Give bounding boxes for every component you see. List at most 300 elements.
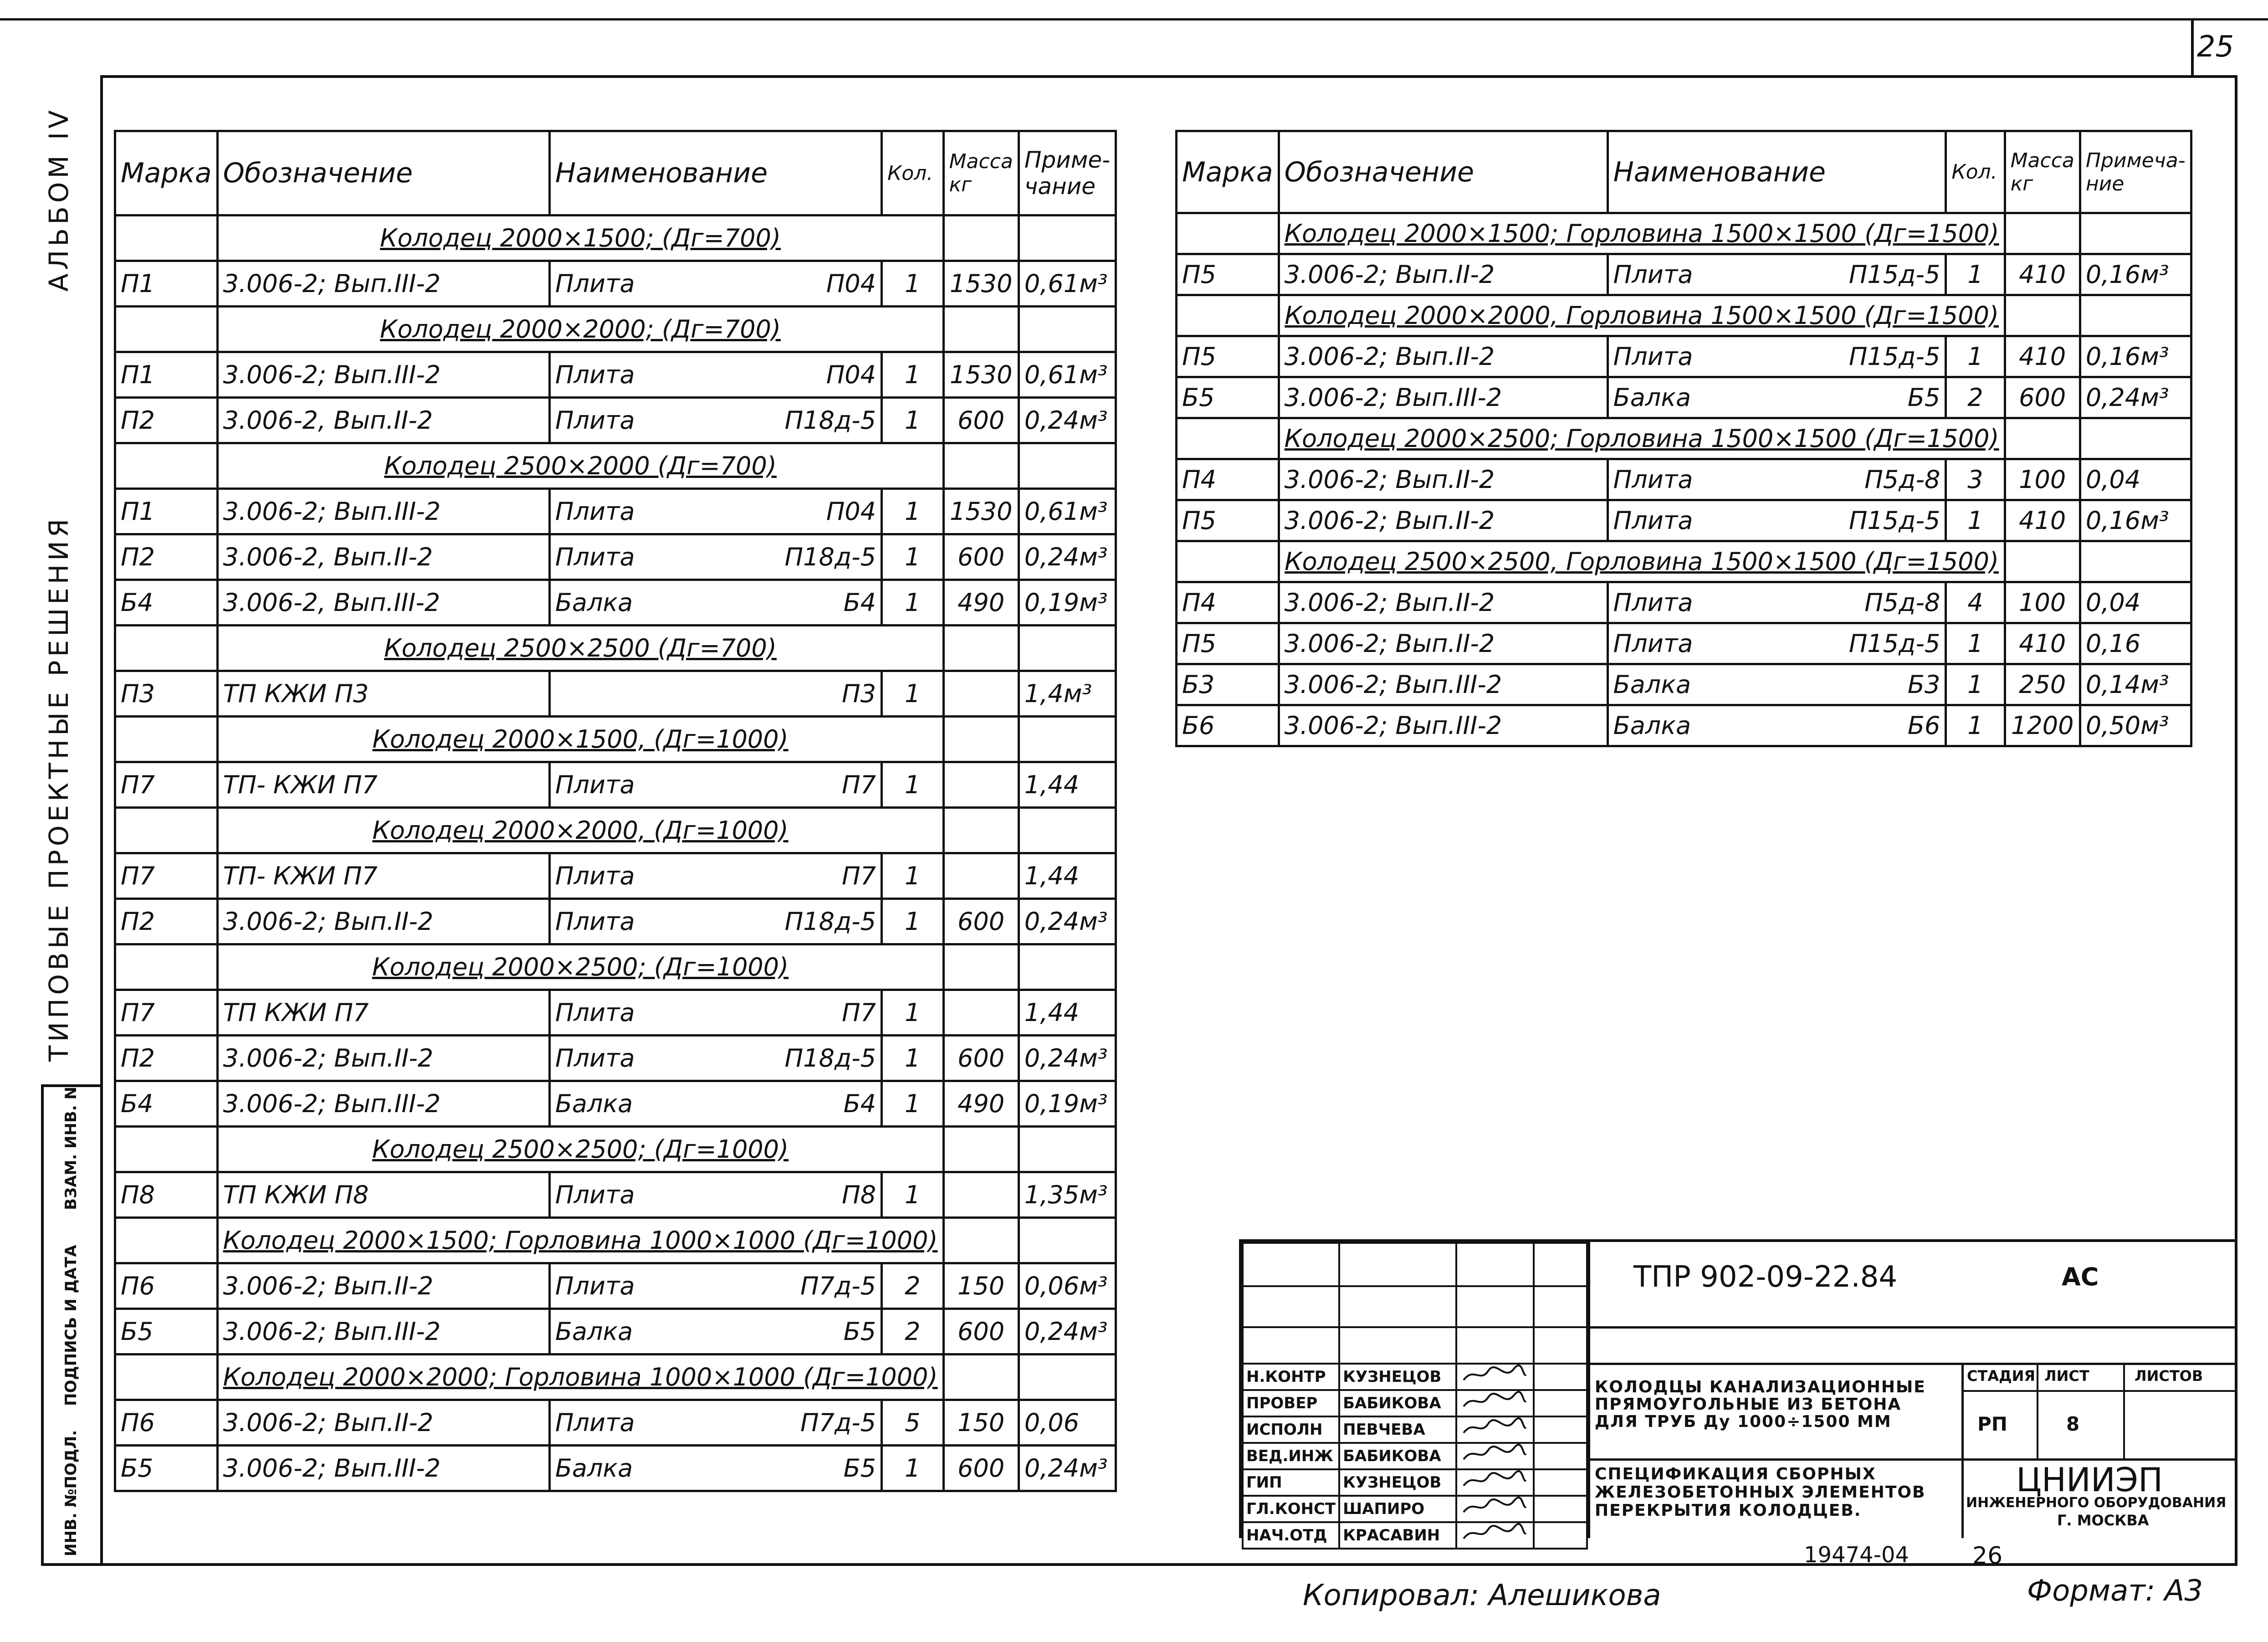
designation-cell: ТП- КЖИ П7 [217, 853, 549, 899]
table-row [115, 1081, 1116, 1127]
designation-cell: 3.006-2; Вып.III-2 [217, 1309, 549, 1355]
date-cell [1534, 1496, 1587, 1522]
name-cell [549, 261, 881, 307]
item-type: П5д-8 [1864, 588, 1940, 617]
item-type: П7д-5 [800, 1272, 876, 1300]
mark-cell: П6 [115, 1263, 218, 1309]
table-row [1177, 336, 2191, 377]
table-row [115, 1263, 1116, 1309]
name-cell [549, 1036, 881, 1081]
note-cell: 0,14м³ [2080, 664, 2191, 705]
name-cell [549, 580, 881, 626]
section-row [115, 443, 1116, 489]
mark-cell: П7 [115, 853, 218, 899]
item-type: П15д-5 [1848, 506, 1940, 535]
signature-table [1242, 1242, 1588, 1550]
section-title: Колодец 2000×2000; (Дг=700) [217, 307, 943, 352]
mass-cell: 150 [943, 1400, 1019, 1446]
item-name: Плита [555, 360, 635, 389]
signature-row [1243, 1364, 1587, 1390]
name-cell [549, 990, 881, 1036]
mass-cell: 410 [2005, 254, 2080, 295]
note-cell: 0,19м³ [1019, 580, 1116, 626]
qty-cell: 1 [1946, 500, 2005, 541]
sheets-label: ЛИСТОВ [2135, 1367, 2203, 1385]
name-cell [549, 1309, 881, 1355]
item-name: Плита [555, 770, 635, 799]
item-name: Плита [555, 998, 635, 1027]
item-type: П04 [826, 497, 876, 526]
top-edge-line [0, 18, 2268, 21]
mark-cell [115, 216, 218, 261]
note-cell: 0,61м³ [1019, 489, 1116, 534]
item-type: Б4 [843, 1089, 876, 1118]
designation-cell: ТП КЖИ П7 [217, 990, 549, 1036]
designation-cell: 3.006-2; Вып.III-2 [1279, 377, 1608, 418]
title-block [1239, 1239, 2235, 1545]
table-row [1177, 500, 2191, 541]
mark-cell: Б4 [115, 580, 218, 626]
person-cell: БАБИКОВА [1339, 1443, 1456, 1469]
mass-cell [943, 944, 1019, 990]
name-cell [1608, 623, 1946, 664]
note-cell: 0,24м³ [1019, 398, 1116, 443]
item-name: Балка [1613, 670, 1691, 699]
item-type: П7 [842, 770, 876, 799]
table-row [115, 1172, 1116, 1218]
mark-cell: П3 [115, 671, 218, 717]
note-cell: 0,24м³ [1019, 899, 1116, 944]
qty-cell: 1 [882, 1081, 943, 1127]
item-name: Плита [1613, 506, 1693, 535]
spec-table-right [1175, 130, 2192, 747]
item-type: Б5 [843, 1454, 876, 1483]
section-title: Колодец 2000×2000, Горловина 1500×1500 (Дг=1500) [1279, 295, 2005, 336]
designation-cell: 3.006-2; Вып.III-2 [1279, 705, 1608, 746]
table-row [115, 990, 1116, 1036]
item-type: П5д-8 [1864, 465, 1940, 494]
note-cell: 0,50м³ [2080, 705, 2191, 746]
table-row [115, 671, 1116, 717]
section-row [115, 808, 1116, 853]
note-cell: 1,44 [1019, 762, 1116, 808]
table-row [1177, 664, 2191, 705]
section-row [115, 626, 1116, 671]
date-cell [1534, 1364, 1587, 1390]
section-row [1177, 541, 2191, 582]
format-label: Формат: А3 [2027, 1574, 2203, 1608]
qty-cell: 1 [882, 580, 943, 626]
table-row [115, 534, 1116, 580]
role-cell: ГЛ.КОНСТ [1243, 1496, 1339, 1522]
col-note: Приме- чание [1019, 131, 1116, 216]
qty-cell: 1 [882, 853, 943, 899]
date-cell [1534, 1390, 1587, 1416]
mass-cell: 600 [943, 899, 1019, 944]
signature-cell [1456, 1364, 1534, 1390]
col-qty: Кол. [1946, 131, 2005, 213]
album-label: АЛЬБОМ IV [43, 107, 74, 292]
mass-cell [2005, 213, 2080, 254]
mark-cell: Б3 [1177, 664, 1279, 705]
table-row [115, 261, 1116, 307]
qty-cell: 1 [882, 762, 943, 808]
inventory-number: 19474-04 [1804, 1542, 1910, 1568]
section-title: Колодец 2500×2000 (Дг=700) [217, 443, 943, 489]
mark-cell [115, 443, 218, 489]
designation-cell: 3.006-2; Вып.II-2 [1279, 623, 1608, 664]
qty-cell: 1 [1946, 336, 2005, 377]
signature-row [1243, 1496, 1587, 1522]
table-row [1177, 582, 2191, 623]
qty-cell: 1 [882, 261, 943, 307]
item-type: Б4 [843, 588, 876, 617]
qty-cell: 1 [1946, 705, 2005, 746]
designation-cell: 3.006-2; Вып.III-2 [217, 489, 549, 534]
mass-cell: 490 [943, 1081, 1019, 1127]
mark-cell: П2 [115, 398, 218, 443]
item-name: Плита [1613, 588, 1693, 617]
signature-cell [1456, 1469, 1534, 1496]
item-type: Б3 [1907, 670, 1940, 699]
note-cell: 0,06м³ [1019, 1263, 1116, 1309]
signature-scribble [1460, 1470, 1528, 1491]
mark-cell: П4 [1177, 582, 1279, 623]
name-cell [549, 853, 881, 899]
section-title: Колодец 2000×2000, (Дг=1000) [217, 808, 943, 853]
mark-cell: П2 [115, 534, 218, 580]
col-designation: Обозначение [217, 131, 549, 216]
series-label: ТИПОВЫЕ ПРОЕКТНЫЕ РЕШЕНИЯ [43, 515, 74, 1062]
mark-cell: П7 [115, 762, 218, 808]
item-name: Балка [555, 1089, 633, 1118]
qty-cell: 1 [882, 489, 943, 534]
col-qty: Кол. [882, 131, 943, 216]
mass-cell [943, 1172, 1019, 1218]
section-title: Колодец 2000×1500; Горловина 1000×1000 (Дг=1000) [217, 1218, 943, 1263]
note-cell [1019, 443, 1116, 489]
h-line [1961, 1390, 2235, 1392]
note-cell [1019, 307, 1116, 352]
item-type: П15д-5 [1848, 629, 1940, 658]
section-row [1177, 213, 2191, 254]
mark-cell: П2 [115, 899, 218, 944]
mark-cell [115, 717, 218, 762]
col-mass: Масса кг [943, 131, 1019, 216]
mark-cell: Б5 [1177, 377, 1279, 418]
mark-cell [1177, 295, 1279, 336]
project-title: КОЛОДЦЫ КАНАЛИЗАЦИОННЫЕ ПРЯМОУГОЛЬНЫЕ ИЗ БЕТОНА ДЛЯ ТРУБ Ду 1000÷1500 ММ [1595, 1378, 1926, 1431]
name-cell [1608, 582, 1946, 623]
mark-cell: П1 [115, 261, 218, 307]
org-sub: ИНЖЕНЕРНОГО ОБОРУДОВАНИЯ [1966, 1495, 2227, 1511]
mark-cell [115, 626, 218, 671]
item-name: Плита [1613, 465, 1693, 494]
qty-cell: 3 [1946, 459, 2005, 500]
mass-cell [943, 762, 1019, 808]
note-cell: 0,19м³ [1019, 1081, 1116, 1127]
note-cell: 1,44 [1019, 990, 1116, 1036]
note-cell: 0,24м³ [1019, 1446, 1116, 1491]
item-name: Балка [555, 1317, 633, 1346]
note-cell: 1,44 [1019, 853, 1116, 899]
item-name: Балка [555, 1454, 633, 1483]
qty-cell: 1 [882, 534, 943, 580]
note-cell: 0,24м³ [1019, 534, 1116, 580]
col-name: Наименование [1608, 131, 1946, 213]
signature-cell [1456, 1522, 1534, 1549]
col-mass: Масса кг [2005, 131, 2080, 213]
designation-cell: ТП КЖИ П3 [217, 671, 549, 717]
name-cell [1608, 664, 1946, 705]
mass-cell [943, 216, 1019, 261]
person-cell: ШАПИРО [1339, 1496, 1456, 1522]
mark-cell [115, 1355, 218, 1400]
person-cell: БАБИКОВА [1339, 1390, 1456, 1416]
section-row [115, 1127, 1116, 1172]
item-type: П18д-5 [784, 907, 876, 936]
v-line [2037, 1363, 2038, 1458]
mass-cell [2005, 541, 2080, 582]
strip-field: ИНВ. №ПОДЛ. [62, 1430, 80, 1556]
signature-row [1243, 1390, 1587, 1416]
strip-field: ВЗАМ. ИНВ. N [62, 1086, 80, 1210]
person-cell: КРАСАВИН [1339, 1522, 1456, 1549]
org-name: ЦНИИЭП [2016, 1461, 2163, 1499]
qty-cell: 2 [882, 1263, 943, 1309]
sheet-label: ЛИСТ [2044, 1367, 2089, 1385]
role-cell: ВЕД.ИНЖ [1243, 1443, 1339, 1469]
name-cell [549, 534, 881, 580]
mass-cell: 100 [2005, 459, 2080, 500]
mark-cell: П1 [115, 352, 218, 398]
stage-label: СТАДИЯ [1967, 1367, 2035, 1385]
mass-cell [943, 717, 1019, 762]
mark-cell [115, 1218, 218, 1263]
table-row [1177, 377, 2191, 418]
person-cell: КУЗНЕЦОВ [1339, 1364, 1456, 1390]
designation-cell: 3.006-2, Вып.III-2 [217, 580, 549, 626]
note-cell: 0,16м³ [2080, 336, 2191, 377]
signature-row [1243, 1522, 1587, 1549]
mass-cell: 490 [943, 580, 1019, 626]
item-name: Плита [555, 1044, 635, 1072]
mass-cell: 600 [943, 1309, 1019, 1355]
name-cell [549, 1081, 881, 1127]
name-cell [549, 398, 881, 443]
signature-scribble [1460, 1391, 1528, 1411]
note-cell [1019, 216, 1116, 261]
note-cell: 0,24м³ [1019, 1309, 1116, 1355]
item-type: П7 [842, 998, 876, 1027]
item-type: П7д-5 [800, 1408, 876, 1437]
designation-cell: 3.006-2; Вып.II-2 [1279, 459, 1608, 500]
item-name: Плита [555, 1408, 635, 1437]
date-cell [1534, 1522, 1587, 1549]
item-name: Плита [555, 269, 635, 298]
note-cell [2080, 213, 2191, 254]
sheet-number: 25 [2191, 18, 2237, 78]
note-cell [1019, 944, 1116, 990]
mass-cell [943, 443, 1019, 489]
mass-cell [943, 671, 1019, 717]
note-cell [1019, 1127, 1116, 1172]
designation-cell: 3.006-2; Вып.II-2 [217, 1263, 549, 1309]
date-cell [1534, 1443, 1587, 1469]
item-name: Плита [1613, 342, 1693, 371]
table-row [115, 762, 1116, 808]
mass-cell: 600 [943, 1036, 1019, 1081]
section-row [115, 717, 1116, 762]
mark-cell [115, 944, 218, 990]
mark-cell: П1 [115, 489, 218, 534]
mark-cell [1177, 541, 1279, 582]
mark-cell: П2 [115, 1036, 218, 1081]
mass-cell [943, 1355, 1019, 1400]
item-name: Плита [1613, 629, 1693, 658]
designation-cell: 3.006-2, Вып.II-2 [217, 534, 549, 580]
signature-row [1243, 1443, 1587, 1469]
item-type: П18д-5 [784, 543, 876, 571]
note-cell: 0,61м³ [1019, 352, 1116, 398]
note-cell: 0,16 [2080, 623, 2191, 664]
item-type: П3 [842, 679, 876, 708]
person-cell: КУЗНЕЦОВ [1339, 1469, 1456, 1496]
designation-cell: 3.006-2, Вып.II-2 [217, 398, 549, 443]
v-line [1961, 1363, 1964, 1538]
mass-cell: 410 [2005, 336, 2080, 377]
note-cell: 0,61м³ [1019, 261, 1116, 307]
item-type: П7 [842, 862, 876, 890]
section-title: Колодец 2500×2500; (Дг=1000) [217, 1127, 943, 1172]
name-cell [549, 1400, 881, 1446]
designation-cell: 3.006-2; Вып.II-2 [1279, 336, 1608, 377]
section-row [115, 1218, 1116, 1263]
table-row [1177, 254, 2191, 295]
item-name: Плита [555, 862, 635, 890]
mass-cell [943, 990, 1019, 1036]
note-cell: 0,24м³ [2080, 377, 2191, 418]
stage-value: РП [1977, 1413, 2007, 1435]
table-row [115, 1309, 1116, 1355]
note-cell [2080, 541, 2191, 582]
designation-cell: 3.006-2; Вып.III-2 [1279, 664, 1608, 705]
item-name: Плита [555, 1180, 635, 1209]
date-cell [1534, 1416, 1587, 1443]
designation-cell: 3.006-2; Вып.II-2 [1279, 500, 1608, 541]
h-line [1588, 1326, 2235, 1329]
section-title: Колодец 2000×1500, (Дг=1000) [217, 717, 943, 762]
mark-cell: П8 [115, 1172, 218, 1218]
role-cell: ПРОВЕР [1243, 1390, 1339, 1416]
table-row [115, 853, 1116, 899]
signature-row [1243, 1469, 1587, 1496]
mass-cell: 410 [2005, 500, 2080, 541]
note-cell: 1,35м³ [1019, 1172, 1116, 1218]
mass-cell [2005, 418, 2080, 459]
mark-cell [115, 307, 218, 352]
mark-cell [115, 808, 218, 853]
item-name: Балка [1613, 711, 1691, 740]
name-cell [549, 1263, 881, 1309]
note-cell: 1,4м³ [1019, 671, 1116, 717]
copied-by: Копировал: Алешикова [1303, 1579, 1661, 1612]
note-cell: 0,04 [2080, 459, 2191, 500]
table-row [115, 398, 1116, 443]
designation-cell: 3.006-2; Вып.III-2 [217, 261, 549, 307]
mass-cell: 1530 [943, 352, 1019, 398]
col-designation: Обозначение [1279, 131, 1608, 213]
table-header-row [1177, 131, 2191, 213]
mass-cell: 100 [2005, 582, 2080, 623]
mass-cell [943, 307, 1019, 352]
table-row [115, 1400, 1116, 1446]
table-row [115, 899, 1116, 944]
mark-cell [1177, 418, 1279, 459]
table-row [1177, 623, 2191, 664]
item-type: П8 [842, 1180, 876, 1209]
table-row [115, 1036, 1116, 1081]
note-cell: 0,16м³ [2080, 500, 2191, 541]
h-line [1588, 1363, 2235, 1365]
designation-cell: 3.006-2; Вып.II-2 [217, 1036, 549, 1081]
item-name: Плита [555, 406, 635, 435]
designation-cell: 3.006-2; Вып.II-2 [217, 899, 549, 944]
mark-cell: Б5 [115, 1446, 218, 1491]
item-type: П18д-5 [784, 1044, 876, 1072]
mark-cell: Б5 [115, 1309, 218, 1355]
section-row [1177, 418, 2191, 459]
name-cell [1608, 377, 1946, 418]
note-cell [1019, 1355, 1116, 1400]
designation-cell: 3.006-2; Вып.III-2 [217, 1446, 549, 1491]
section-title: Колодец 2000×1500; Горловина 1500×1500 (Дг=1500) [1279, 213, 2005, 254]
signature-scribble [1460, 1497, 1528, 1517]
col-note: Примеча- ние [2080, 131, 2191, 213]
name-cell [549, 762, 881, 808]
section-title: Колодец 2000×2500; (Дг=1000) [217, 944, 943, 990]
mass-cell [2005, 295, 2080, 336]
designation-cell: 3.006-2; Вып.III-2 [217, 352, 549, 398]
item-type: П04 [826, 269, 876, 298]
note-cell [2080, 295, 2191, 336]
section-row [115, 944, 1116, 990]
qty-cell: 1 [882, 899, 943, 944]
item-type: П04 [826, 360, 876, 389]
mass-cell: 150 [943, 1263, 1019, 1309]
signature-cell [1456, 1390, 1534, 1416]
table-row [1177, 705, 2191, 746]
table-row [115, 1446, 1116, 1491]
note-cell: 0,24м³ [1019, 1036, 1116, 1081]
col-mark: Марка [1177, 131, 1279, 213]
section-row [115, 307, 1116, 352]
item-type: П15д-5 [1848, 342, 1940, 371]
qty-cell: 1 [1946, 664, 2005, 705]
table-row [115, 580, 1116, 626]
page-number: 26 [1972, 1542, 2003, 1570]
mark-cell: Б4 [115, 1081, 218, 1127]
mark-cell: П5 [1177, 623, 1279, 664]
signature-cell [1456, 1496, 1534, 1522]
signature-cell [1456, 1443, 1534, 1469]
item-type: П15д-5 [1848, 260, 1940, 289]
name-cell [1608, 254, 1946, 295]
mass-cell [943, 1127, 1019, 1172]
note-cell [1019, 626, 1116, 671]
mass-cell [943, 626, 1019, 671]
note-cell: 0,06 [1019, 1400, 1116, 1446]
